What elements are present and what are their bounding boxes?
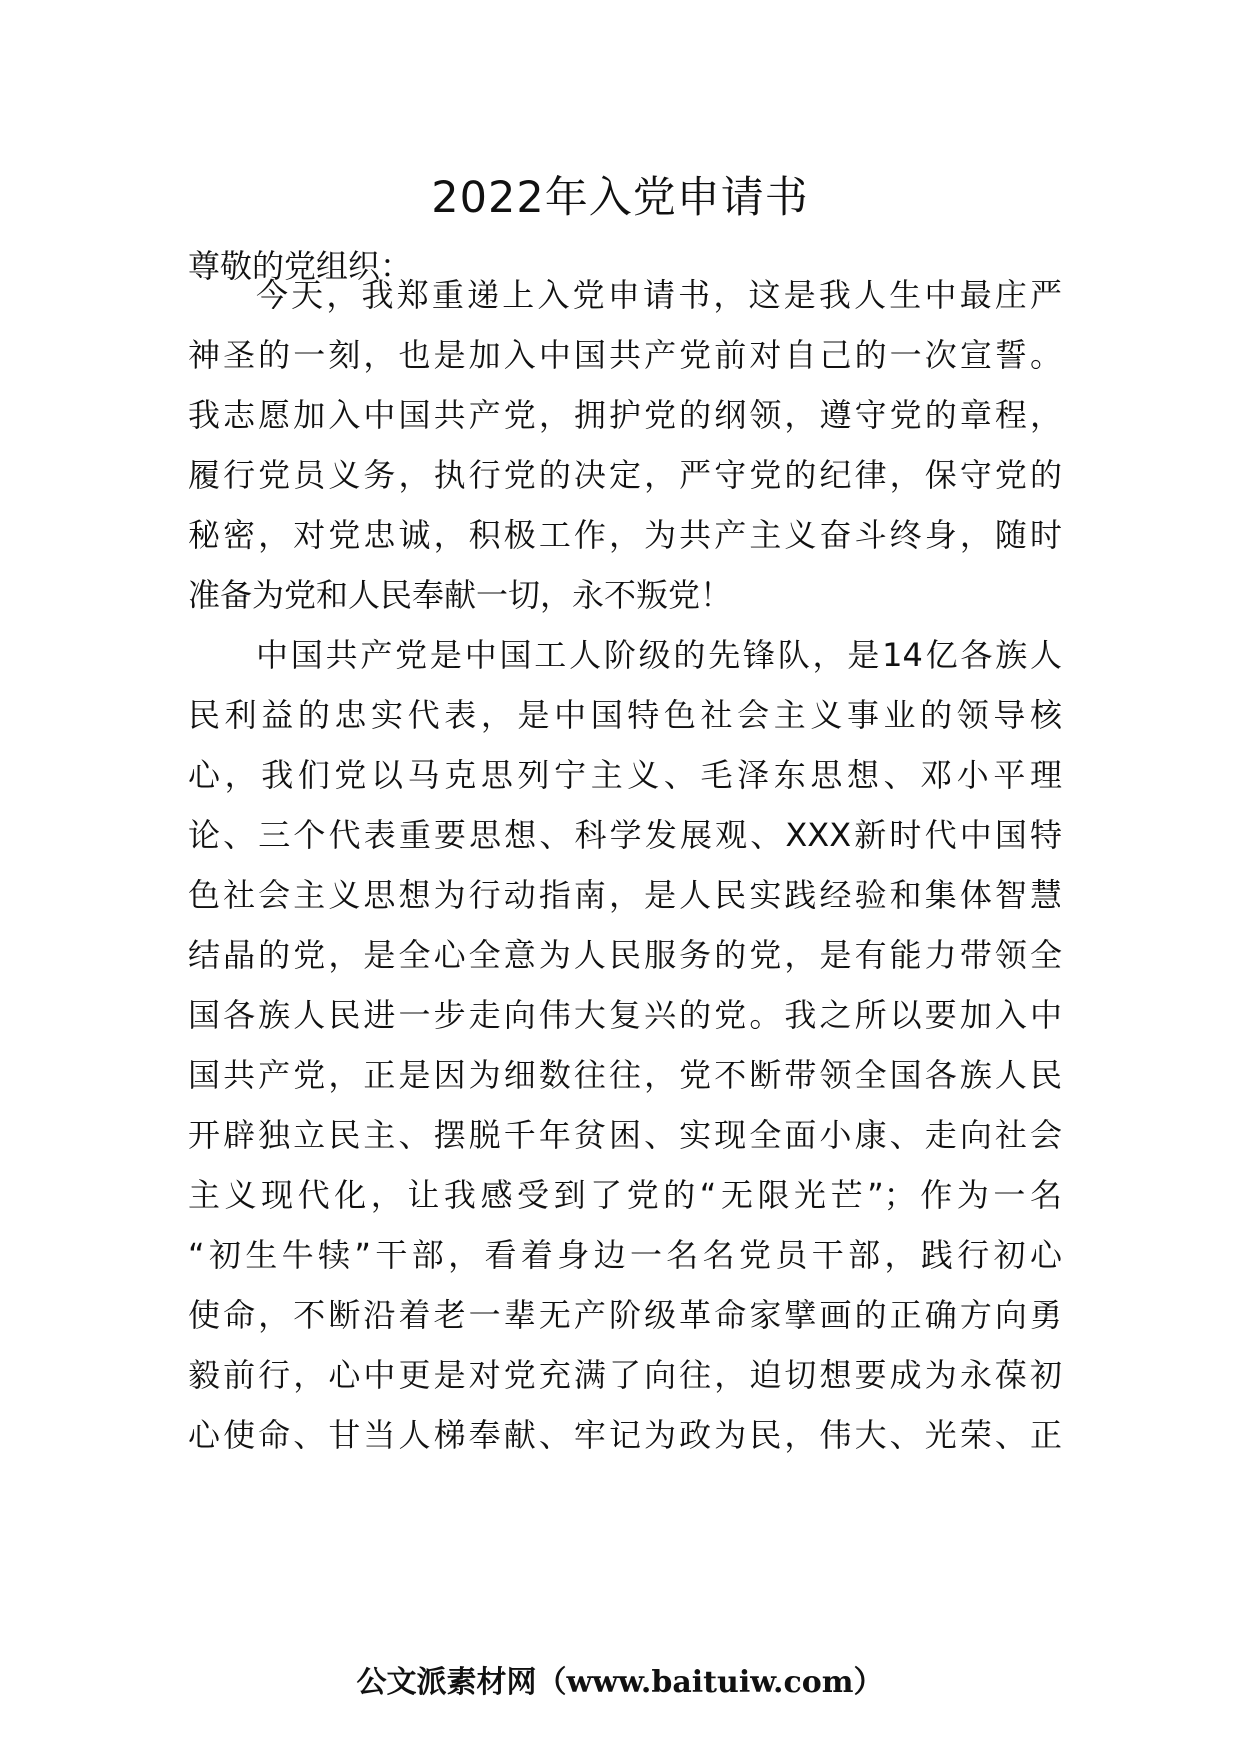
document-title: 2022年入党申请书 (431, 173, 809, 223)
salutation: 尊敬的党组织： (188, 247, 413, 285)
body-line: 准备为党和人民奉献一切，永不叛党！ (188, 576, 733, 614)
body-line: 心，我们党以马克思列宁主义、毛泽东思想、邓小平理 (188, 756, 1062, 794)
body-line: 国共产党，正是因为细数往往，党不断带领全国各族人民 (188, 1056, 1062, 1094)
body-line: 使命，不断沿着老一辈无产阶级革命家擘画的正确方向勇 (188, 1296, 1062, 1334)
footer-watermark: 公文派素材网（www.baituiw.com） (356, 1665, 884, 1700)
body-line: 我志愿加入中国共产党，拥护党的纲领，遵守党的章程， (188, 396, 1062, 434)
body-line: 主义现代化，让我感受到了党的“无限光芒”；作为一名 (188, 1176, 1062, 1214)
body-line: 中国共产党是中国工人阶级的先锋队，是14亿各族人 (256, 636, 1062, 674)
body-line: 神圣的一刻，也是加入中国共产党前对自己的一次宣誓。 (188, 336, 1062, 374)
body-line: “初生牛犊”干部，看着身边一名名党员干部，践行初心 (188, 1236, 1062, 1274)
body-line: 国各族人民进一步走向伟大复兴的党。我之所以要加入中 (188, 996, 1062, 1034)
body-line: 结晶的党，是全心全意为人民服务的党，是有能力带领全 (188, 936, 1062, 974)
body-line: 论、三个代表重要思想、科学发展观、XXX新时代中国特 (188, 816, 1062, 854)
body-line: 民利益的忠实代表，是中国特色社会主义事业的领导核 (188, 696, 1062, 734)
body-line: 今天，我郑重递上入党申请书，这是我人生中最庄严 (256, 276, 1062, 314)
body-line: 开辟独立民主、摆脱千年贫困、实现全面小康、走向社会 (188, 1116, 1062, 1154)
body-line: 履行党员义务，执行党的决定，严守党的纪律，保守党的 (188, 456, 1062, 494)
body-line: 心使命、甘当人梯奉献、牢记为政为民，伟大、光荣、正 (188, 1416, 1062, 1454)
body-line: 秘密，对党忠诚，积极工作，为共产主义奋斗终身，随时 (188, 516, 1062, 554)
body-line: 毅前行，心中更是对党充满了向往，迫切想要成为永葆初 (188, 1356, 1062, 1394)
body-line: 色社会主义思想为行动指南，是人民实践经验和集体智慧 (188, 876, 1062, 914)
